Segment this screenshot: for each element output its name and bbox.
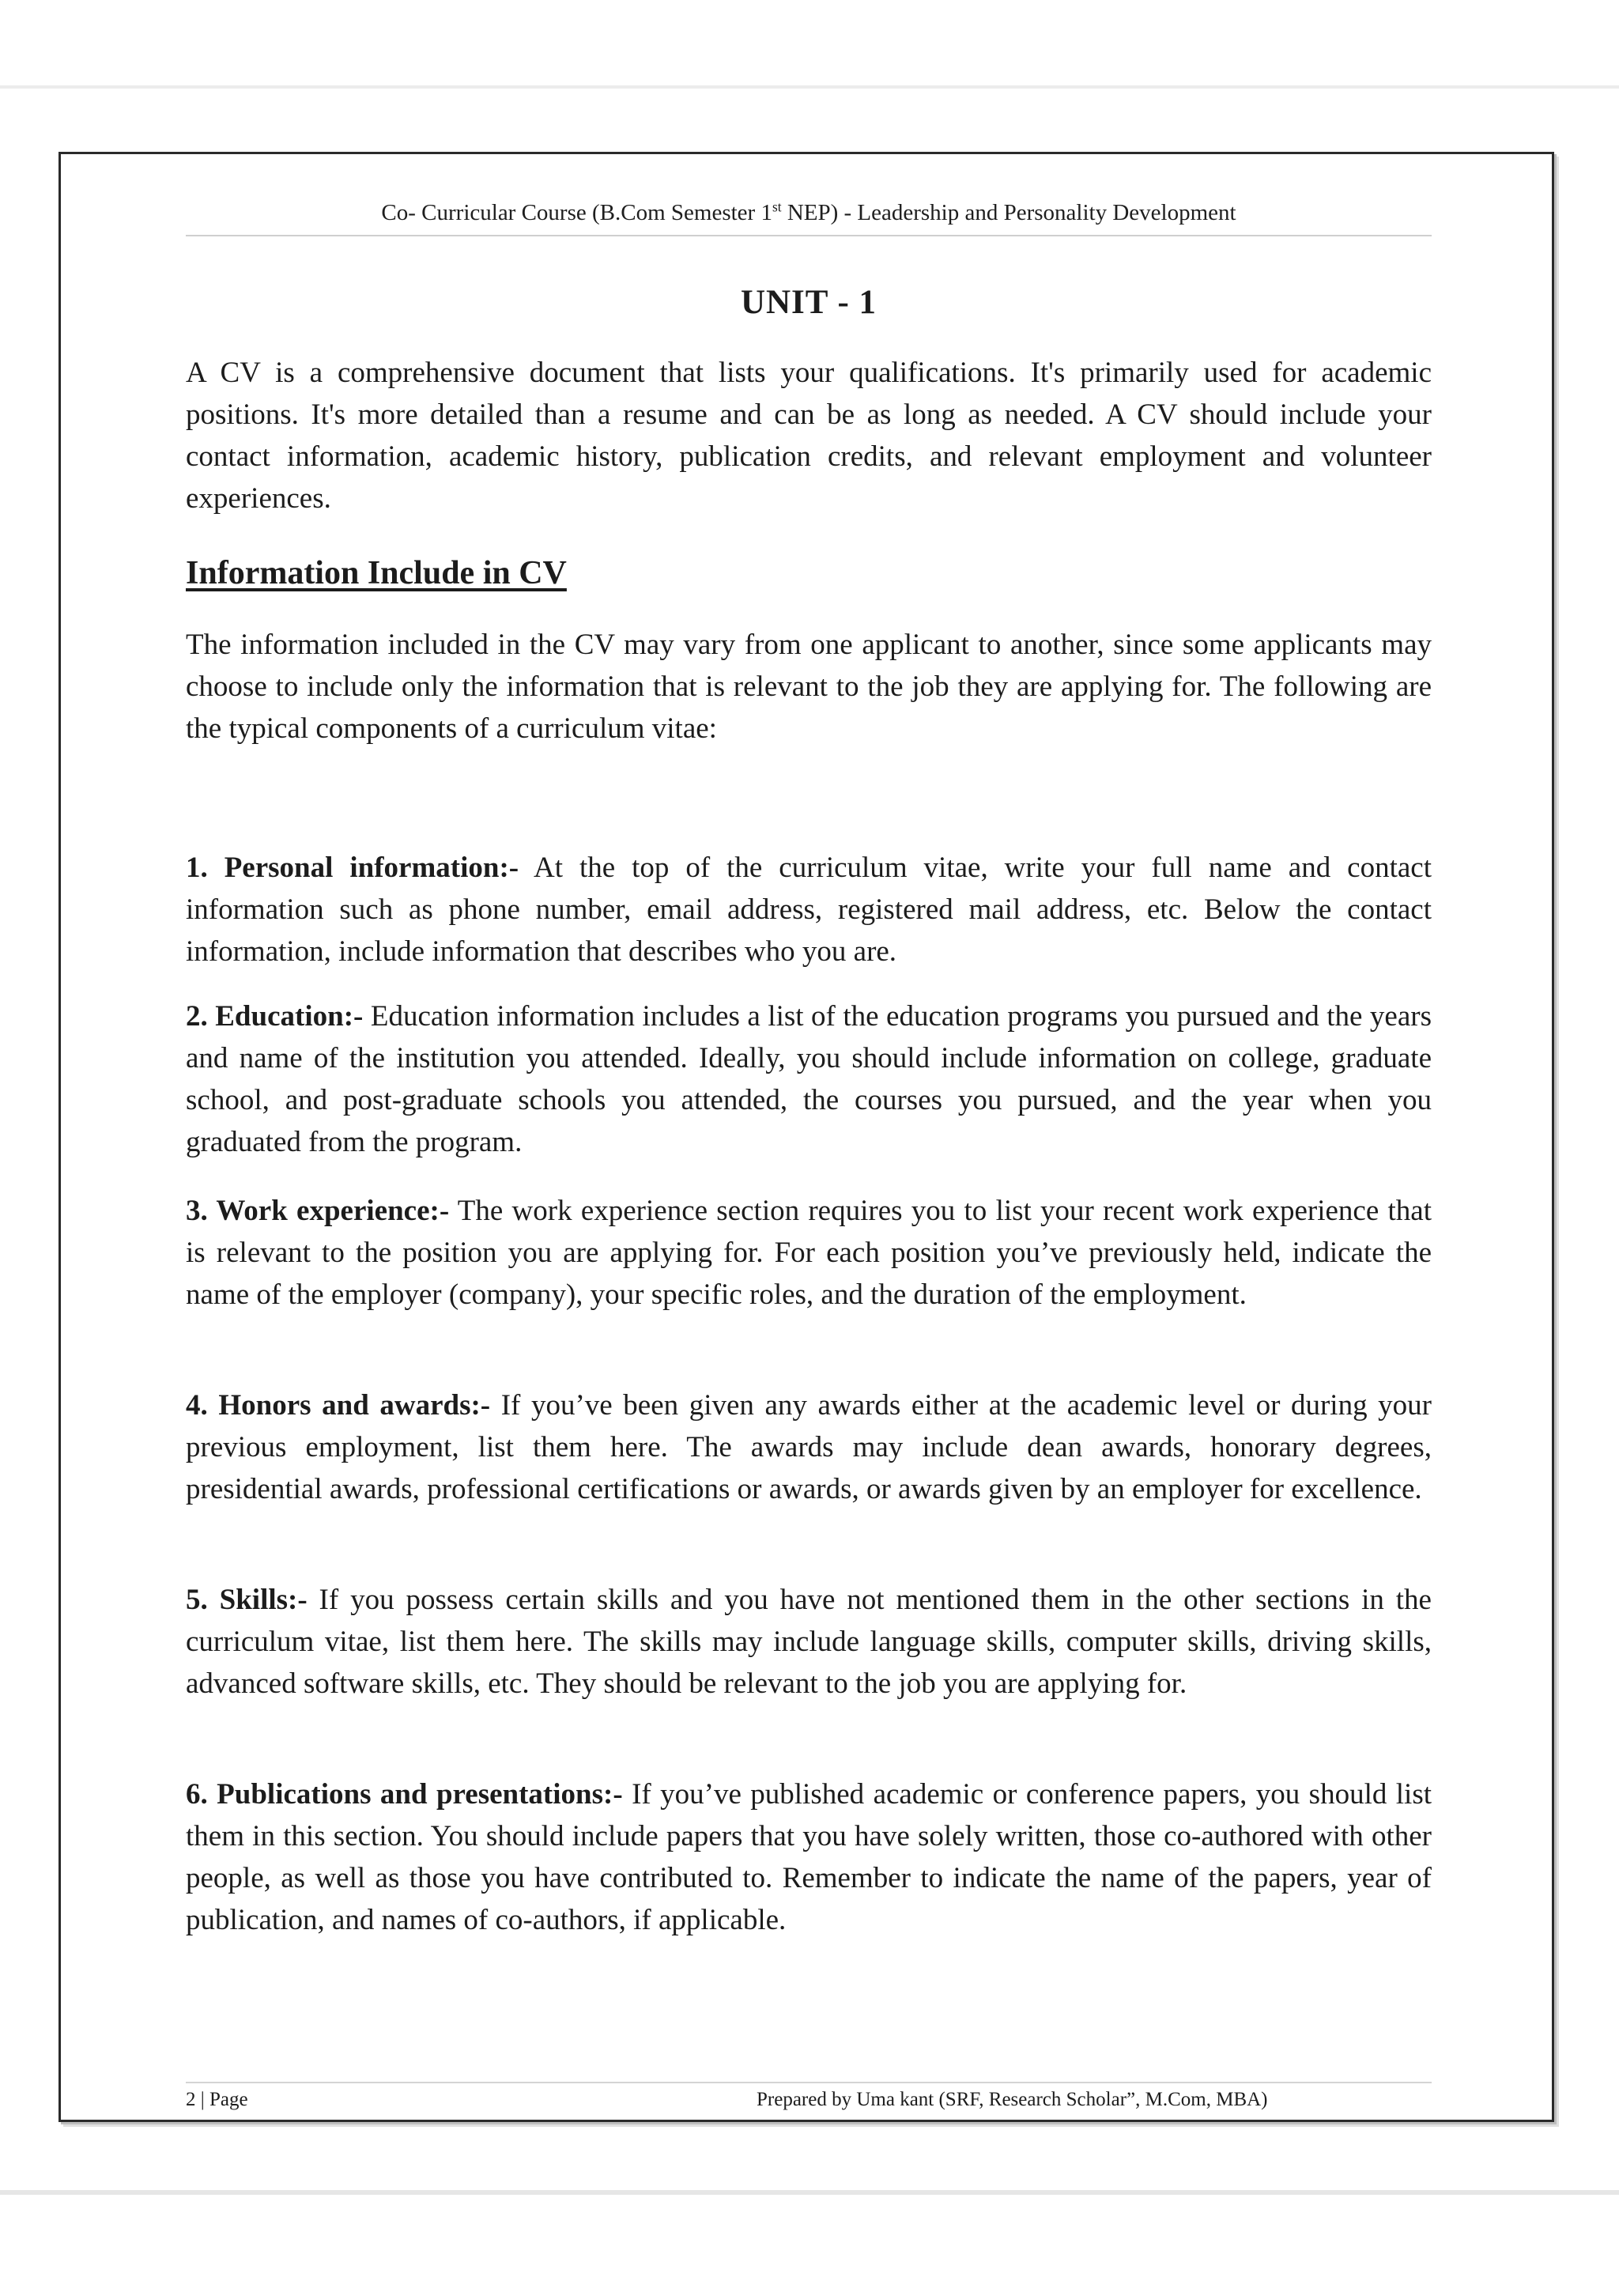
cv-component-honors-awards [186,1384,1432,1510]
cv-component-personal-information [186,847,1432,972]
item-label: 4. Honors and awards:- [186,1389,491,1422]
item-label: 2. Education:- [186,1000,364,1033]
cv-component-publications [186,1773,1432,1941]
header-divider [186,235,1432,236]
running-header [186,197,1432,228]
item-text: If you’ve published academic or conference papers, you should list them in this section. You should include papers that you have solely written, those co-authored with other people, as well as those you have contributed to. Remember to indicate the name of the papers, year of publication, and names of co-authors, if applicable. [186,1778,1432,1936]
item-label: 6. Publications and presentations:- [186,1778,623,1811]
running-header-main: Co- Curricular Course (B.Com Semester 1 [381,200,772,225]
cv-component-work-experience [186,1190,1432,1316]
item-label: 1. Personal information:- [186,852,519,884]
lead-paragraph: The information included in the CV may vary from one applicant to another, since some applicants may choose to include only the information that is relevant to the job they are applying for. The following are the typical components of a curriculum vitae: [186,629,1432,745]
page-number: 2 | Page [186,2089,248,2110]
intro-paragraph: A CV is a comprehensive document that lists your qualifications. It's primarily used for academic positions. It's more detailed than a resume and can be as long as needed. A CV should include your contact information, academic history, publication credits, and relevant employment and volunteer experiences. [186,357,1432,515]
running-header-rest: NEP) - Leadership and Personality Development [781,200,1236,225]
footer-divider [186,2082,1432,2083]
item-text: If you possess certain skills and you have not mentioned them in the other sections in the curriculum vitae, list them here. The skills may include language skills, computer skills, driving skills, advanced software skills, etc. They should be relevant to the job you are applying for. [186,1584,1432,1700]
item-text: At the top of the curriculum vitae, write your full name and contact information such as phone number, email address, registered mail address, etc. Below the contact information, include information that describes who you are. [186,852,1432,968]
item-label: 5. Skills:- [186,1584,308,1616]
item-label: 3. Work experience:- [186,1195,450,1227]
cv-component-education [186,995,1432,1163]
item-text: The work experience section requires you to list your recent work experience that is relevant to the position you are applying for. For each position you’ve previously held, indicate the name of the employer (company), your specific roles, and the duration of the employment. [186,1195,1432,1311]
running-header-superscript: st [772,198,782,215]
author-credit: Prepared by Uma kant (SRF, Research Scholar”, M.Com, MBA) [757,2089,1268,2110]
viewer-bottom-band [0,2190,1619,2296]
item-text: Education information includes a list of the education programs you pursued and the years and name of the institution you attended. Ideally, you should include information on college, graduate school, and post-graduate schools you attended, the courses you pursued, and the year when you graduated from the program. [186,1000,1432,1158]
item-text: If you’ve been given any awards either at the academic level or during your previous employment, list them here. The awards may include dean awards, honorary degrees, presidential awards, professional certifications or awards, or awards given by an employer for excellence. [186,1389,1432,1505]
viewer-top-band [0,0,1619,89]
section-heading: Information Include in CV [186,555,567,591]
cv-component-skills [186,1579,1432,1705]
document-page [58,152,1554,2122]
unit-title: UNIT - 1 [740,284,877,321]
